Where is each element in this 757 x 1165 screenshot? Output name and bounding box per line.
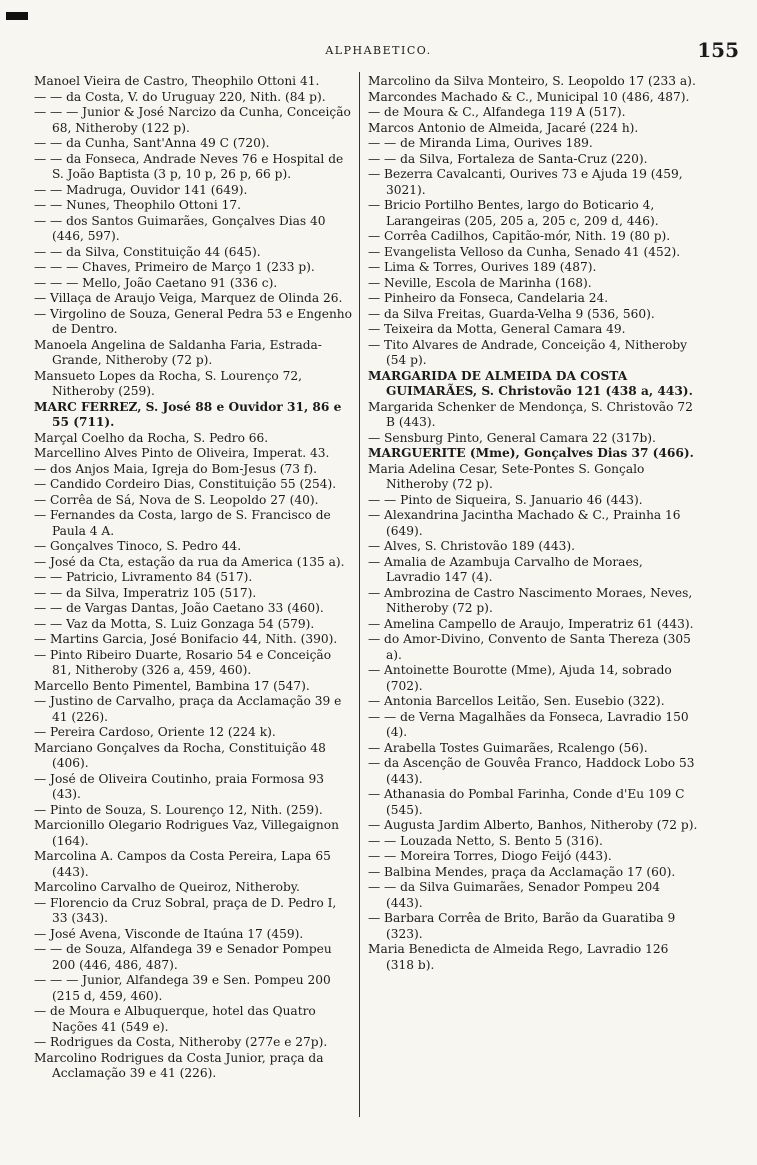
- directory-entry: — — Madruga, Ouvidor 141 (649).: [34, 182, 248, 197]
- directory-entry: — Virgolino de Souza, General Pedra 53 e Engenho de Dentro.: [34, 306, 352, 336]
- directory-entry: — — da Silva, Constituição 44 (645).: [34, 244, 261, 259]
- directory-entry: — — — Junior, Alfandega 39 e Sen. Pompeu 200 (215 d, 459, 460).: [34, 973, 331, 1003]
- directory-entry: — — da Silva, Imperatriz 105 (517).: [34, 585, 257, 600]
- directory-entry: — Candido Cordeiro Dias, Constituição 55 (254).: [34, 477, 337, 491]
- directory-entry: — Corrêa de Sá, Nova de S. Leopoldo 27 (40).: [34, 492, 319, 507]
- directory-entry: — — da Costa, V. do Uruguay 220, Nith. (84 p).: [34, 89, 326, 104]
- directory-entry: — Bricio Portilho Bentes, largo do Boticario 4, Larangeiras (205, 205 a, 205 c, 209 d, 446).: [368, 198, 659, 228]
- directory-entry: — Antoinette Bourotte (Mme), Ajuda 14, sobrado (702).: [368, 663, 672, 693]
- directory-entry: — Neville, Escola de Marinha (168).: [368, 275, 592, 290]
- directory-entry: — — da Silva, Fortaleza de Santa-Cruz (220).: [368, 151, 648, 166]
- directory-entry: — Pinto de Souza, S. Lourenço 12, Nith. (259).: [34, 802, 323, 817]
- directory-entry: — — — Mello, João Caetano 91 (336 c).: [34, 275, 278, 290]
- directory-entry: — Amalia de Azambuja Carvalho de Moraes, Lavradio 147 (4).: [368, 554, 643, 584]
- directory-entry: Marcolino Carvalho de Queiroz, Nitheroby.: [34, 880, 300, 894]
- directory-entry: — Pereira Cardoso, Oriente 12 (224 k).: [34, 725, 276, 739]
- directory-entry: — José Avena, Visconde de Itaúna 17 (459).: [34, 926, 304, 941]
- directory-entry: — Alves, S. Christovão 189 (443).: [368, 539, 576, 553]
- directory-entry: — Bezerra Cavalcanti, Ourives 73 e Ajuda 19 (459, 3021).: [368, 167, 683, 197]
- directory-entry: — dos Anjos Maia, Igreja do Bom-Jesus (73 f).: [34, 461, 318, 476]
- directory-entry: Manoela Angelina de Saldanha Faria, Estrada-Grande, Nitheroby (72 p).: [34, 337, 322, 367]
- directory-entry: — Evangelista Velloso da Cunha, Senado 41 (452).: [368, 244, 681, 259]
- left-column: [34, 74, 352, 1082]
- directory-entry: — Lima & Torres, Ourives 189 (487).: [368, 260, 597, 274]
- directory-entry: — — — Chaves, Primeiro de Março 1 (233 p).: [34, 260, 315, 274]
- directory-entry: — do Amor-Divino, Convento de Santa Thereza (305 a).: [368, 632, 691, 662]
- directory-entry: — Rodrigues da Costa, Nitheroby (277e e 27p).: [34, 1035, 328, 1049]
- directory-entry: — — — Junior & José Narcizo da Cunha, Conceição 68, Nitheroby (122 p).: [34, 105, 351, 135]
- directory-entry: Marcos Antonio de Almeida, Jacaré (224 h).: [368, 120, 639, 135]
- directory-entry: — Sensburg Pinto, General Camara 22 (317b).: [368, 430, 656, 445]
- directory-entry: Marcolino Rodrigues da Costa Junior, praça da Acclamação 39 e 41 (226).: [34, 1050, 324, 1080]
- directory-entry: — — Moreira Torres, Diogo Feijó (443).: [368, 849, 612, 863]
- directory-entry: Maria Benedicta de Almeida Rego, Lavradio 126 (318 b).: [368, 942, 669, 972]
- directory-entry: — Pinheiro da Fonseca, Candelaria 24.: [368, 291, 609, 305]
- directory-entry: — — da Silva Guimarães, Senador Pompeu 204 (443).: [368, 880, 660, 910]
- directory-entry: Marçal Coelho da Rocha, S. Pedro 66.: [34, 430, 269, 445]
- directory-entry: — Justino de Carvalho, praça da Acclamação 39 e 41 (226).: [34, 694, 342, 724]
- directory-entry: — — de Verna Magalhães da Fonseca, Lavradio 150 (4).: [368, 709, 689, 739]
- directory-entry: Marcolino da Silva Monteiro, S. Leopoldo 17 (233 a).: [368, 74, 696, 88]
- directory-entry: — José da Cta, estação da rua da America (135 a).: [34, 554, 345, 569]
- directory-entry: Marcondes Machado & C., Municipal 10 (486, 487).: [368, 89, 690, 104]
- directory-entry: — Barbara Corrêa de Brito, Barão da Guaratiba 9 (323).: [368, 911, 676, 941]
- directory-entry: MARC FERREZ, S. José 88 e Ouvidor 31, 86 e 55 (711).: [34, 399, 342, 429]
- right-column: [368, 74, 698, 973]
- directory-entry: — — de Souza, Alfandega 39 e Senador Pompeu 200 (446, 486, 487).: [34, 942, 332, 972]
- page-number: 155: [697, 38, 739, 62]
- directory-entry: — Fernandes da Costa, largo de S. Francisco de Paula 4 A.: [34, 508, 331, 538]
- directory-entry: Mansueto Lopes da Rocha, S. Lourenço 72, Nitheroby (259).: [34, 368, 302, 398]
- directory-entry: Marciano Gonçalves da Rocha, Constituição 48 (406).: [34, 740, 326, 770]
- directory-entry: — da Ascenção de Gouvêa Franco, Haddock Lobo 53 (443).: [368, 756, 695, 786]
- directory-entry: — Amelina Campello de Araujo, Imperatriz 61 (443).: [368, 616, 694, 631]
- directory-entry: — — Vaz da Motta, S. Luiz Gonzaga 54 (579).: [34, 616, 315, 631]
- directory-entry: — — Nunes, Theophilo Ottoni 17.: [34, 198, 242, 212]
- directory-entry: — Antonia Barcellos Leitão, Sen. Eusebio (322).: [368, 694, 665, 708]
- directory-entry: — de Moura & C., Alfandega 119 A (517).: [368, 105, 626, 119]
- directory-entry: — Balbina Mendes, praça da Acclamação 17 (60).: [368, 864, 676, 879]
- directory-entry: — — de Vargas Dantas, João Caetano 33 (460).: [34, 601, 324, 615]
- directory-entry: — — Patricio, Livramento 84 (517).: [34, 570, 253, 584]
- directory-entry: Marcionillo Olegario Rodrigues Vaz, Villegaignon (164).: [34, 818, 339, 848]
- directory-entry: — Athanasia do Pombal Farinha, Conde d'Eu 109 C (545).: [368, 787, 685, 817]
- directory-entry: Manoel Vieira de Castro, Theophilo Ottoni 41.: [34, 74, 320, 88]
- directory-entry: Marcello Bento Pimentel, Bambina 17 (547).: [34, 678, 310, 693]
- directory-entry: — — dos Santos Guimarães, Gonçalves Dias 40 (446, 597).: [34, 213, 326, 243]
- directory-entry: — da Silva Freitas, Guarda-Velha 9 (536, 560).: [368, 306, 655, 321]
- directory-entry: — Alexandrina Jacintha Machado & C., Prainha 16 (649).: [368, 508, 681, 538]
- directory-entry: — José de Oliveira Coutinho, praia Formosa 93 (43).: [34, 771, 325, 801]
- directory-entry: — de Moura e Albuquerque, hotel das Quatro Nações 41 (549 e).: [34, 1004, 316, 1034]
- directory-entry: — Tito Alvares de Andrade, Conceição 4, Nitheroby (54 p).: [368, 337, 688, 367]
- page-header: [0, 38, 757, 62]
- directory-entry: — Augusta Jardim Alberto, Banhos, Nitheroby (72 p).: [368, 818, 698, 832]
- directory-entry: MARGUERITE (Mme), Gonçalves Dias 37 (466).: [368, 446, 694, 460]
- directory-entry: — — de Miranda Lima, Ourives 189.: [368, 136, 593, 150]
- directory-entry: — Gonçalves Tinoco, S. Pedro 44.: [34, 539, 242, 553]
- ink-mark: [6, 12, 28, 20]
- directory-entry: Marcellino Alves Pinto de Oliveira, Imperat. 43.: [34, 446, 330, 460]
- directory-entry: — Pinto Ribeiro Duarte, Rosario 54 e Conceição 81, Nitheroby (326 a, 459, 460).: [34, 647, 332, 677]
- running-title: ALPHABETICO.: [325, 44, 432, 57]
- directory-entry: — Martins Garcia, José Bonifacio 44, Nith. (390).: [34, 632, 338, 646]
- directory-entry: — Corrêa Cadilhos, Capitão-mór, Nith. 19 (80 p).: [368, 229, 671, 243]
- directory-entry: — Villaça de Araujo Veiga, Marquez de Olinda 26.: [34, 291, 343, 305]
- directory-entry: MARGARIDA DE ALMEIDA DA COSTA GUIMARÃES, S. Christovão 121 (438 a, 443).: [368, 368, 693, 398]
- column-divider: [359, 72, 360, 1117]
- directory-entry: — Teixeira da Motta, General Camara 49.: [368, 322, 626, 336]
- directory-entry: — — da Fonseca, Andrade Neves 76 e Hospital de S. João Baptista (3 p, 10 p, 26 p, 66 p).: [34, 151, 344, 181]
- directory-entry: — — da Cunha, Sant'Anna 49 C (720).: [34, 136, 270, 150]
- directory-entry: Maria Adelina Cesar, Sete-Pontes S. Gonçalo Nitheroby (72 p).: [368, 461, 645, 491]
- directory-entry: — Florencio da Cruz Sobral, praça de D. Pedro I, 33 (343).: [34, 895, 337, 925]
- directory-entry: — Arabella Tostes Guimarães, Rcalengo (56).: [368, 740, 648, 755]
- directory-entry: Marcolina A. Campos da Costa Pereira, Lapa 65 (443).: [34, 849, 331, 879]
- directory-entry: — Ambrozina de Castro Nascimento Moraes, Neves, Nitheroby (72 p).: [368, 585, 693, 615]
- directory-entry: — — Pinto de Siqueira, S. Januario 46 (443).: [368, 492, 643, 507]
- directory-entry: Margarida Schenker de Mendonça, S. Christovão 72 B (443).: [368, 399, 693, 429]
- directory-entry: — — Louzada Netto, S. Bento 5 (316).: [368, 833, 603, 848]
